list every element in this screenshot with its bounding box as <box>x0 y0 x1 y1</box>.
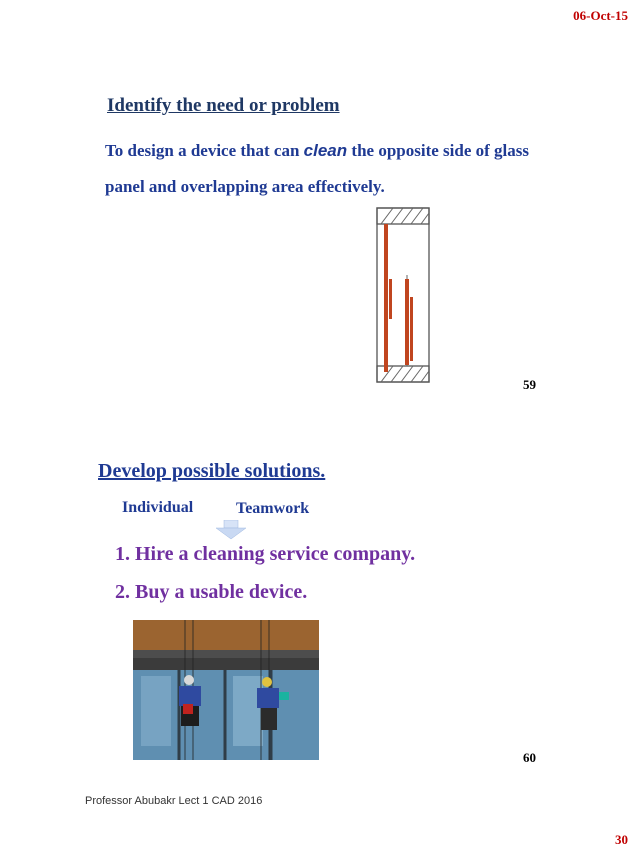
slide-59-title: Identify the need or problem <box>107 95 340 116</box>
teamwork-label: Teamwork <box>236 500 310 517</box>
window-cleaners-photo-icon <box>133 620 319 760</box>
slide-60-title: Develop possible solutions. <box>98 460 326 482</box>
solution-2: 2. Buy a usable device. <box>115 581 308 603</box>
slide-59-problem-text <box>105 133 535 205</box>
header-date: 06-Oct-15 <box>573 8 628 23</box>
solution-1: 1. Hire a cleaning service company. <box>115 543 416 565</box>
problem-text-end: the opposite side of glass panel and overlapping area effectively. <box>105 141 529 196</box>
footer-text: Professor Abubakr Lect 1 CAD 2016 <box>85 795 263 807</box>
slide-59-number: 59 <box>523 377 536 392</box>
problem-text-start: To design a device that can <box>105 141 304 160</box>
page-number: 30 <box>615 832 628 847</box>
slide-60-number: 60 <box>523 750 536 765</box>
window-frame-sketch-icon <box>373 205 433 385</box>
arrow-down-icon <box>216 520 246 540</box>
individual-label: Individual <box>122 499 194 516</box>
problem-text-emphasis: clean <box>303 141 348 160</box>
